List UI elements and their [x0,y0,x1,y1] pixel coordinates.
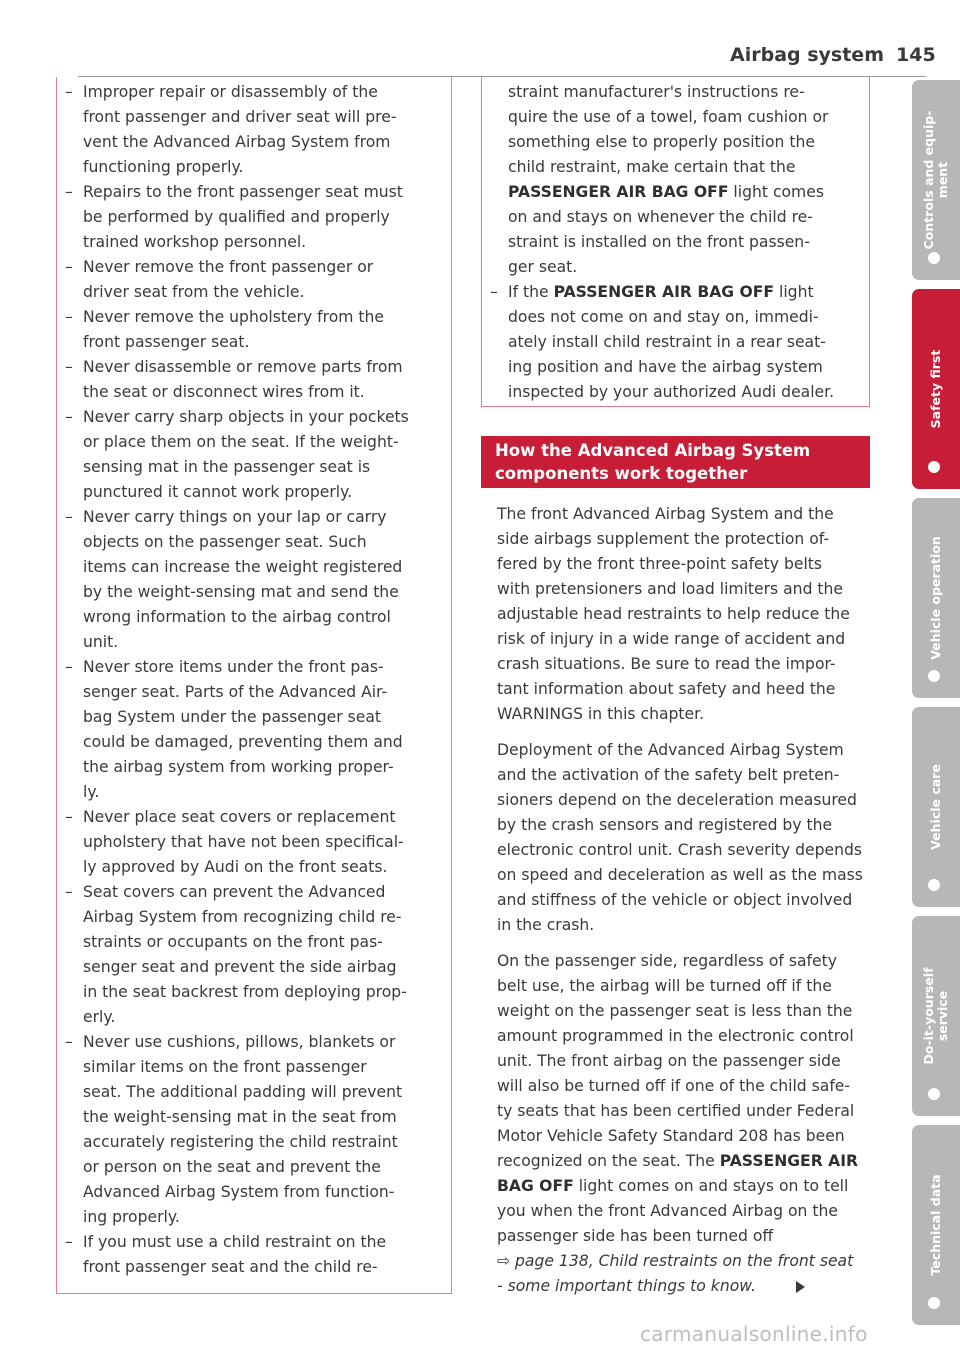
paragraph-line: The front Advanced Airbag System and the [497,505,834,523]
section-title: Airbag system [730,44,884,66]
cont-line: on and stays on whenever the child re- [508,208,813,226]
item-line: be performed by qualified and properly [83,208,390,226]
item-line: ing properly. [83,1208,180,1226]
paragraph-line: WARNINGS in this chapter. [497,705,705,723]
chapter-tab-label: Controls and equip- ment [921,110,950,250]
p3-line: passenger side has been turned off [497,1227,774,1245]
item-line: similar items on the front passenger [83,1058,367,1076]
item-line: or place them on the seat. If the weight- [83,433,399,451]
paragraph-line: and stiffness of the vehicle or object involved [497,891,853,909]
chapter-tab-label: Vehicle operation [928,536,943,660]
item-line: ately install child restraint in a rear seat- [508,333,826,351]
warning-list [65,80,443,1280]
item-line: senger seat and prevent the side airbag [83,958,397,976]
item-line: does not come on and stay on, immedi- [508,308,819,326]
heading-line: components work together [495,464,748,483]
chapter-tab-0[interactable] [912,80,960,280]
paragraph-line: sioners depend on the deceleration measured [497,791,857,809]
item-line: bag System under the passenger seat [83,708,382,726]
item-line: If you must use a child restraint on the [83,1233,387,1251]
p3-line: Motor Vehicle Safety Standard 208 has been [497,1127,845,1145]
item-line: trained workshop personnel. [83,233,307,251]
paragraph-3 [497,949,869,1299]
cont-line: straint is installed on the front passen- [508,233,810,251]
dash-bullet: – [490,283,498,301]
item-line: punctured it cannot work properly. [83,483,353,501]
item-line: front passenger seat and the child re- [83,1258,378,1276]
item-text: light [774,283,814,301]
p3-line [497,1152,858,1170]
cont-text: light comes [728,183,824,201]
cont-line: something else to properly position the [508,133,815,151]
dash-bullet: – [65,258,73,276]
item-line: seat. The additional padding will prevent [83,1083,403,1101]
p3-line: On the passenger side, regardless of safety [497,952,837,970]
warning-item [65,305,443,355]
warning-item [65,1230,443,1280]
item-line: front passenger and driver seat will pre- [83,108,397,126]
p3-lines [497,952,854,1145]
indicator-name: BAG OFF [497,1177,574,1195]
item-line: the seat or disconnect wires from it. [83,383,365,401]
dash-bullet: – [65,183,73,201]
dash-bullet: – [65,883,73,901]
cont-line: child restraint, make certain that the [508,158,796,176]
chapter-tab-label: Safety first [928,349,943,429]
item-line: the weight-sensing mat in the seat from [83,1108,397,1126]
cont-line [490,180,870,205]
dash-bullet: – [65,508,73,526]
tab-dot-icon [928,1088,940,1100]
tab-dot-icon [928,461,940,473]
cont-line: ger seat. [508,258,578,276]
paragraph-line: in the crash. [497,916,595,934]
paragraph-line: adjustable head restraints to help reduce the [497,605,850,623]
item-line: in the seat backrest from deploying prop- [83,983,407,1001]
item-line: wrong information to the airbag control [83,608,391,626]
warning-item [65,180,443,255]
p3-line: you when the front Advanced Airbag on the [497,1202,838,1220]
warning-item [65,255,443,305]
indicator-name: PASSENGER AIR BAG OFF [508,183,729,201]
item-line: Never remove the upholstery from the [83,308,384,326]
cross-reference-link[interactable]: ⇨ page 138, Child restraints on the front seat [497,1252,854,1270]
paragraph-line: and the activation of the safety belt preten- [497,766,840,784]
item-text: If the [508,283,554,301]
paragraph-line: on speed and deceleration as well as the mass [497,866,863,884]
item-line: by the weight-sensing mat and send the [83,583,399,601]
item-line: Repairs to the front passenger seat must [83,183,403,201]
p3-line: amount programmed in the electronic control [497,1027,854,1045]
item-line: driver seat from the vehicle. [83,283,305,301]
p3-text: recognized on the seat. The [497,1152,720,1170]
tab-dot-icon [928,1297,940,1309]
paragraph-line: by the crash sensors and registered by the [497,816,833,834]
item-line: items can increase the weight registered [83,558,403,576]
item-line: inspected by your authorized Audi dealer. [508,383,835,401]
p3-text: light comes on and stays on to tell [573,1177,849,1195]
item-line: Advanced Airbag System from function- [83,1183,395,1201]
dash-bullet: – [65,408,73,426]
chapter-tab-label: Do-it-yourself service [921,967,950,1065]
item-line: unit. [83,633,119,651]
chapter-tab-label: Technical data [928,1174,943,1276]
warning-continuation [490,80,870,405]
paragraph-line: fered by the front three-point safety belts [497,555,823,573]
item-line: Never store items under the front pas- [83,658,384,676]
item-line: ly. [83,783,100,801]
item-line: Seat covers can prevent the Advanced [83,883,386,901]
warning-item [65,805,443,880]
item-line: upholstery that have not been specifical- [83,833,404,851]
dash-bullet: – [65,83,73,101]
item-line: Never disassemble or remove parts from [83,358,403,376]
chapter-tab-2[interactable] [912,498,960,698]
item-line: vent the Advanced Airbag System from [83,133,391,151]
item-line: functioning properly. [83,158,244,176]
item-line: Never remove the front passenger or [83,258,374,276]
warning-item [65,80,443,180]
chapter-tab-1[interactable] [912,289,960,489]
p3-line: will also be turned off if one of the child safe- [497,1077,851,1095]
item-line: ing position and have the airbag system [508,358,823,376]
paragraph-line: with pretensioners and load limiters and the [497,580,844,598]
warning-item [490,280,870,405]
item-line: could be damaged, preventing them and [83,733,403,751]
chapter-tab-3[interactable] [912,707,960,907]
paragraph-line: electronic control unit. Crash severity depends [497,841,862,859]
paragraph-line: crash situations. Be sure to read the impor- [497,655,836,673]
chapter-tab-label: Vehicle care [928,764,943,850]
dash-bullet: – [65,658,73,676]
tab-dot-icon [928,879,940,891]
dash-bullet: – [65,308,73,326]
warning-item [65,880,443,1030]
item-line: Airbag System from recognizing child re- [83,908,402,926]
paragraph-2 [497,738,869,938]
paragraph-line: side airbags supplement the protection of- [497,530,830,548]
item-line: straints or occupants on the front pas- [83,933,383,951]
item-line: Never use cushions, pillows, blankets or [83,1033,396,1051]
dash-bullet: – [65,1033,73,1051]
warning-item [65,655,443,805]
item-line: ly approved by Audi on the front seats. [83,858,388,876]
item-line: sensing mat in the passenger seat is [83,458,371,476]
p3-line: unit. The front airbag on the passenger side [497,1052,841,1070]
item-line: Never carry sharp objects in your pockets [83,408,409,426]
warning-item [65,355,443,405]
tab-dot-icon [928,252,940,264]
item-line: Improper repair or disassembly of the [83,83,378,101]
dash-bullet: – [65,808,73,826]
item-line: Never carry things on your lap or carry [83,508,387,526]
p3-line: weight on the passenger seat is less than the [497,1002,853,1020]
tab-dot-icon [928,670,940,682]
warning-item [65,1030,443,1230]
item-line: accurately registering the child restraint [83,1133,398,1151]
dash-bullet: – [65,358,73,376]
item-line: or person on the seat and prevent the [83,1158,381,1176]
warning-item [65,505,443,655]
p3-line [497,1177,848,1195]
item-line: objects on the passenger seat. Such [83,533,367,551]
indicator-name: PASSENGER AIR [719,1152,859,1170]
item-line: senger seat. Parts of the Advanced Air- [83,683,388,701]
indicator-name: PASSENGER AIR BAG OFF [553,283,775,301]
item-line: Never place seat covers or replacement [83,808,396,826]
cross-reference-link-cont[interactable]: - some important things to know. [497,1277,756,1295]
watermark: carmanualsonline.info [640,1322,868,1346]
paragraph-1 [497,502,869,727]
heading-line: How the Advanced Airbag System [495,441,811,460]
body-text [497,502,869,1310]
chapter-tab-5[interactable] [912,1125,960,1325]
warning-item [65,405,443,505]
cont-line: quire the use of a towel, foam cushion or [508,108,829,126]
paragraph-line: tant information about safety and heed the [497,680,836,698]
cont-line: straint manufacturer's instructions re- [508,83,805,101]
chapter-tab-4[interactable] [912,916,960,1116]
item-line: erly. [83,1008,116,1026]
page-number: 145 [896,44,936,66]
continue-arrow-icon [796,1281,805,1293]
p3-line: belt use, the airbag will be turned off if the [497,977,832,995]
header-title [730,44,936,66]
item-line: the airbag system from working proper- [83,758,394,776]
paragraph-line: Deployment of the Advanced Airbag System [497,741,844,759]
item-line: front passenger seat. [83,333,250,351]
paragraph-line: risk of injury in a wide range of accident and [497,630,846,648]
item-line [508,280,870,305]
section-heading [481,436,870,488]
p3-line: ty seats that has been certified under Federal [497,1102,855,1120]
dash-bullet: – [65,1233,73,1251]
